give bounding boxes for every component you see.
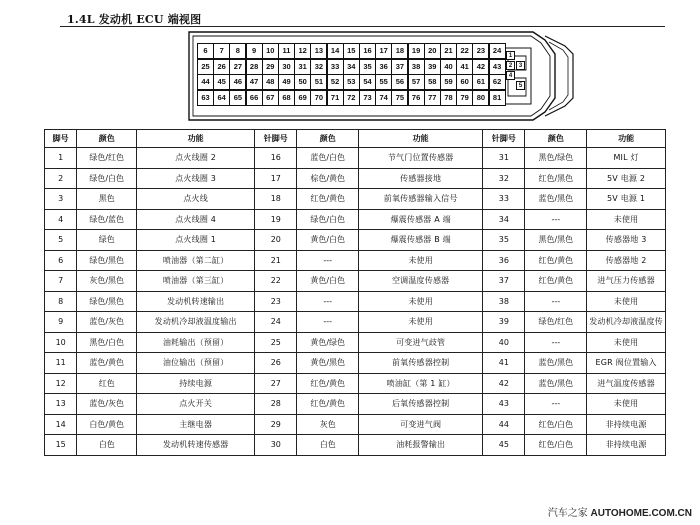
col-header-color: 颜色 (77, 130, 137, 148)
connector-pin: 29 (262, 59, 279, 75)
wire-color-cell: 灰色 (297, 414, 359, 435)
pin-function-cell: 5V 电源 1 (587, 189, 666, 210)
wire-color-cell: 棕色/黄色 (297, 168, 359, 189)
connector-pin: 25 (197, 59, 214, 75)
col-header-function: 功能 (137, 130, 255, 148)
connector-pin: 8 (229, 43, 246, 59)
wire-color-cell: 黄色/白色 (297, 230, 359, 251)
connector-pin: 35 (359, 59, 376, 75)
connector-pin: 65 (229, 90, 246, 106)
wire-color-cell: 蓝色/黄色 (77, 353, 137, 374)
pin-number-cell: 17 (255, 168, 297, 189)
connector-pin: 53 (343, 74, 360, 90)
wire-color-cell: 红色/黄色 (525, 271, 587, 292)
table-row (45, 291, 666, 312)
wire-color-cell: 红色/黑色 (525, 168, 587, 189)
pin-number-cell: 35 (483, 230, 525, 251)
wire-color-cell: 绿色/蓝色 (77, 209, 137, 230)
connector-pin: 48 (262, 74, 279, 90)
pin-number-cell: 45 (483, 435, 525, 456)
connector-pin: 59 (440, 74, 457, 90)
wire-color-cell: 白色/黄色 (77, 414, 137, 435)
pin-function-cell: 点火线 (137, 189, 255, 210)
connector-pin: 73 (359, 90, 376, 106)
pin-function-cell: 未使用 (587, 394, 666, 415)
connector-pin: 11 (278, 43, 295, 59)
table-row (45, 148, 666, 169)
table-row (45, 353, 666, 374)
pin-function-cell: 点火线圈 2 (137, 148, 255, 169)
table-row (45, 230, 666, 251)
pin-function-cell: EGR 阀位置输入 (587, 353, 666, 374)
connector-pin: 19 (408, 43, 425, 59)
pin-number-cell: 4 (45, 209, 77, 230)
pin-number-cell: 15 (45, 435, 77, 456)
wire-color-cell: --- (297, 250, 359, 271)
wire-color-cell: --- (525, 291, 587, 312)
connector-pin: 67 (262, 90, 279, 106)
connector-pin: 30 (278, 59, 295, 75)
connector-pin: 32 (310, 59, 327, 75)
pin-function-cell: 未使用 (587, 332, 666, 353)
connector-pin: 66 (246, 90, 263, 106)
wire-color-cell: 红色/黄色 (297, 373, 359, 394)
wire-color-cell: 红色/白色 (525, 414, 587, 435)
pin-function-cell: 发动机转速传感器 (137, 435, 255, 456)
pin-function-cell: 5V 电源 2 (587, 168, 666, 189)
connector-pin: 7 (213, 43, 230, 59)
pin-number-cell: 18 (255, 189, 297, 210)
wire-color-cell: 红色/白色 (525, 435, 587, 456)
pin-function-cell: 未使用 (359, 312, 483, 333)
connector-pin: 6 (197, 43, 214, 59)
table-row (45, 414, 666, 435)
table-row (45, 394, 666, 415)
pin-function-cell: 未使用 (587, 209, 666, 230)
wire-color-cell: 白色 (297, 435, 359, 456)
pin-number-cell: 40 (483, 332, 525, 353)
wire-color-cell: --- (525, 332, 587, 353)
connector-pin: 9 (246, 43, 263, 59)
pin-function-cell: 进气压力传感器 (587, 271, 666, 292)
pin-function-cell: 后氧传感器控制 (359, 394, 483, 415)
wire-color-cell: --- (525, 394, 587, 415)
pin-function-cell: 未使用 (359, 250, 483, 271)
pin-number-cell: 23 (255, 291, 297, 312)
connector-pin: 60 (456, 74, 473, 90)
connector-pin: 24 (489, 43, 506, 59)
wire-color-cell: 绿色/白色 (297, 209, 359, 230)
connector-pin: 26 (213, 59, 230, 75)
pin-number-cell: 31 (483, 148, 525, 169)
pin-number-cell: 19 (255, 209, 297, 230)
connector-pin: 33 (327, 59, 344, 75)
pin-number-cell: 3 (45, 189, 77, 210)
pin-number-cell: 2 (45, 168, 77, 189)
connector-pin: 71 (327, 90, 344, 106)
pin-number-cell: 27 (255, 373, 297, 394)
col-header-pin: 脚号 (45, 130, 77, 148)
table-row (45, 332, 666, 353)
pin-function-cell: 传感器接地 (359, 168, 483, 189)
pin-function-cell: 发动机转速输出 (137, 291, 255, 312)
pin-function-cell: 点火开关 (137, 394, 255, 415)
wire-color-cell: 红色/黄色 (297, 189, 359, 210)
wire-color-cell: 蓝色/黑色 (525, 373, 587, 394)
table-row (45, 189, 666, 210)
wire-color-cell: 黄色/白色 (297, 271, 359, 292)
connector-pin: 63 (197, 90, 214, 106)
pin-number-cell: 43 (483, 394, 525, 415)
wire-color-cell: 黄色/绿色 (297, 332, 359, 353)
pin-function-cell: MIL 灯 (587, 148, 666, 169)
pin-number-cell: 13 (45, 394, 77, 415)
connector-side-pin: 2 (506, 61, 515, 70)
wire-color-cell: 黑色 (77, 189, 137, 210)
col-header-function: 功能 (359, 130, 483, 148)
pin-number-cell: 32 (483, 168, 525, 189)
col-header-color: 颜色 (525, 130, 587, 148)
connector-pin: 78 (440, 90, 457, 106)
pin-number-cell: 11 (45, 353, 77, 374)
pin-function-cell: 点火线圈 3 (137, 168, 255, 189)
col-header-pin: 针脚号 (483, 130, 525, 148)
col-header-color: 颜色 (297, 130, 359, 148)
wire-color-cell: 绿色/红色 (77, 148, 137, 169)
connector-pin: 39 (424, 59, 441, 75)
pin-function-cell: 非持续电源 (587, 435, 666, 456)
connector-pin: 12 (294, 43, 311, 59)
pin-function-cell: 非持续电源 (587, 414, 666, 435)
connector-pin: 80 (472, 90, 489, 106)
connector-pin: 69 (294, 90, 311, 106)
table-row (45, 271, 666, 292)
connector-pin: 14 (327, 43, 344, 59)
pin-function-cell: 节气门位置传感器 (359, 148, 483, 169)
pin-function-cell: 前氧传感器控制 (359, 353, 483, 374)
connector-pin: 34 (343, 59, 360, 75)
wire-color-cell: --- (297, 312, 359, 333)
table-row (45, 435, 666, 456)
wire-color-cell: 黑色/绿色 (525, 148, 587, 169)
connector-pin: 44 (197, 74, 214, 90)
pin-number-cell: 28 (255, 394, 297, 415)
pin-function-cell: 爆震传感器 A 端 (359, 209, 483, 230)
wire-color-cell: 黄色/黑色 (297, 353, 359, 374)
connector-pin: 55 (375, 74, 392, 90)
pin-number-cell: 8 (45, 291, 77, 312)
wire-color-cell: 蓝色/灰色 (77, 312, 137, 333)
pin-number-cell: 41 (483, 353, 525, 374)
table-row (45, 250, 666, 271)
pin-number-cell: 12 (45, 373, 77, 394)
wire-color-cell: 蓝色/黑色 (525, 353, 587, 374)
connector-pin: 58 (424, 74, 441, 90)
pin-number-cell: 9 (45, 312, 77, 333)
connector-pin: 42 (472, 59, 489, 75)
connector-pin: 28 (246, 59, 263, 75)
connector-pin: 79 (456, 90, 473, 106)
connector-pin: 49 (278, 74, 295, 90)
pin-number-cell: 44 (483, 414, 525, 435)
wire-color-cell: 黑色/白色 (77, 332, 137, 353)
pin-number-cell: 14 (45, 414, 77, 435)
connector-pin: 41 (456, 59, 473, 75)
wire-color-cell: 绿色 (77, 230, 137, 251)
pin-number-cell: 42 (483, 373, 525, 394)
pin-function-cell: 喷油器（第二缸） (137, 250, 255, 271)
pin-number-cell: 5 (45, 230, 77, 251)
document-title: 1.4L 发动机 ECU 端视图 (67, 13, 202, 26)
pin-function-cell: 发动机冷却液温度输出 (137, 312, 255, 333)
pin-function-cell: 未使用 (587, 291, 666, 312)
pin-function-cell: 点火线圈 4 (137, 209, 255, 230)
pin-number-cell: 38 (483, 291, 525, 312)
connector-pin: 70 (310, 90, 327, 106)
wire-color-cell: 红色/黄色 (525, 250, 587, 271)
connector-pin: 77 (424, 90, 441, 106)
pin-function-cell: 传感器地 3 (587, 230, 666, 251)
connector-pin: 40 (440, 59, 457, 75)
connector-pin: 62 (489, 74, 506, 90)
pin-number-cell: 20 (255, 230, 297, 251)
wire-color-cell: 绿色/白色 (77, 168, 137, 189)
table-header-row (45, 130, 666, 148)
connector-pin: 46 (229, 74, 246, 90)
col-header-pin: 针脚号 (255, 130, 297, 148)
connector-pin: 21 (440, 43, 457, 59)
connector-pin: 37 (391, 59, 408, 75)
wire-color-cell: 红色/黄色 (297, 394, 359, 415)
connector-pin: 74 (375, 90, 392, 106)
pin-number-cell: 6 (45, 250, 77, 271)
wire-color-cell: --- (297, 291, 359, 312)
connector-side-pin: 4 (506, 71, 515, 80)
pin-number-cell: 33 (483, 189, 525, 210)
pin-number-cell: 39 (483, 312, 525, 333)
pin-number-cell: 26 (255, 353, 297, 374)
connector-pin: 50 (294, 74, 311, 90)
connector-pin: 27 (229, 59, 246, 75)
connector-pin: 31 (294, 59, 311, 75)
pin-number-cell: 21 (255, 250, 297, 271)
site-name-en: AUTOHOME.COM.CN (590, 508, 692, 519)
wire-color-cell: 蓝色/黑色 (525, 189, 587, 210)
pin-function-cell: 前氧传感器输入信号 (359, 189, 483, 210)
pin-function-cell: 点火线圈 1 (137, 230, 255, 251)
pin-number-cell: 7 (45, 271, 77, 292)
connector-pin: 54 (359, 74, 376, 90)
connector-pin: 81 (489, 90, 506, 106)
pin-function-cell: 油位输出（预留） (137, 353, 255, 374)
connector-pin: 23 (472, 43, 489, 59)
connector-pin: 45 (213, 74, 230, 90)
wire-color-cell: 红色 (77, 373, 137, 394)
connector-pin: 57 (408, 74, 425, 90)
wire-color-cell: --- (525, 209, 587, 230)
wire-color-cell: 绿色/黑色 (77, 291, 137, 312)
pin-function-cell: 可变进气阀 (359, 414, 483, 435)
connector-pin: 52 (327, 74, 344, 90)
connector-pin: 43 (489, 59, 506, 75)
connector-pin: 17 (375, 43, 392, 59)
connector-pin: 56 (391, 74, 408, 90)
pin-number-cell: 30 (255, 435, 297, 456)
pin-number-cell: 37 (483, 271, 525, 292)
pin-number-cell: 24 (255, 312, 297, 333)
col-header-function: 功能 (587, 130, 666, 148)
connector-pin: 16 (359, 43, 376, 59)
pin-function-cell: 传感器地 2 (587, 250, 666, 271)
pin-function-cell: 油耗输出（预留） (137, 332, 255, 353)
pin-number-cell: 36 (483, 250, 525, 271)
pin-function-cell: 喷油缸（第 1 缸） (359, 373, 483, 394)
pin-number-cell: 16 (255, 148, 297, 169)
wire-color-cell: 白色 (77, 435, 137, 456)
connector-side-pin: 3 (516, 61, 525, 70)
watermark-footer (548, 504, 692, 519)
pin-function-cell: 持续电源 (137, 373, 255, 394)
pin-function-cell: 主继电器 (137, 414, 255, 435)
pin-number-cell: 10 (45, 332, 77, 353)
pin-function-cell: 可变进气歧管 (359, 332, 483, 353)
table-row (45, 373, 666, 394)
connector-side-pin: 1 (506, 51, 515, 60)
connector-pin: 72 (343, 90, 360, 106)
connector-pin: 68 (278, 90, 295, 106)
wire-color-cell: 绿色/黑色 (77, 250, 137, 271)
table-row (45, 209, 666, 230)
pin-number-cell: 29 (255, 414, 297, 435)
connector-pin: 75 (391, 90, 408, 106)
connector-pin: 20 (424, 43, 441, 59)
connector-pin: 10 (262, 43, 279, 59)
wire-color-cell: 绿色/红色 (525, 312, 587, 333)
pin-number-cell: 22 (255, 271, 297, 292)
wire-color-cell: 灰色/黑色 (77, 271, 137, 292)
wire-color-cell: 蓝色/白色 (297, 148, 359, 169)
connector-pin: 47 (246, 74, 263, 90)
connector-pin: 38 (408, 59, 425, 75)
connector-pin: 13 (310, 43, 327, 59)
connector-side-pin: 5 (516, 81, 525, 90)
pin-function-cell: 空调温度传感器 (359, 271, 483, 292)
pin-function-cell: 未使用 (359, 291, 483, 312)
connector-pin: 64 (213, 90, 230, 106)
ecu-pinout-table (44, 129, 666, 456)
pin-number-cell: 1 (45, 148, 77, 169)
connector-pin: 18 (391, 43, 408, 59)
pin-function-cell: 喷油器（第三缸） (137, 271, 255, 292)
table-row (45, 168, 666, 189)
wire-color-cell: 黑色/黑色 (525, 230, 587, 251)
pin-function-cell: 油耗报警输出 (359, 435, 483, 456)
pin-number-cell: 25 (255, 332, 297, 353)
pin-function-cell: 发动机冷却液温度传 (587, 312, 666, 333)
connector-pin: 36 (375, 59, 392, 75)
site-name-cn: 汽车之家 (547, 508, 588, 519)
pin-function-cell: 爆震传感器 B 端 (359, 230, 483, 251)
pin-number-cell: 34 (483, 209, 525, 230)
connector-pin: 61 (472, 74, 489, 90)
connector-pin: 76 (408, 90, 425, 106)
connector-pin: 51 (310, 74, 327, 90)
connector-pin: 15 (343, 43, 360, 59)
wire-color-cell: 蓝色/灰色 (77, 394, 137, 415)
pin-function-cell: 进气温度传感器 (587, 373, 666, 394)
table-row (45, 312, 666, 333)
connector-pin: 22 (456, 43, 473, 59)
